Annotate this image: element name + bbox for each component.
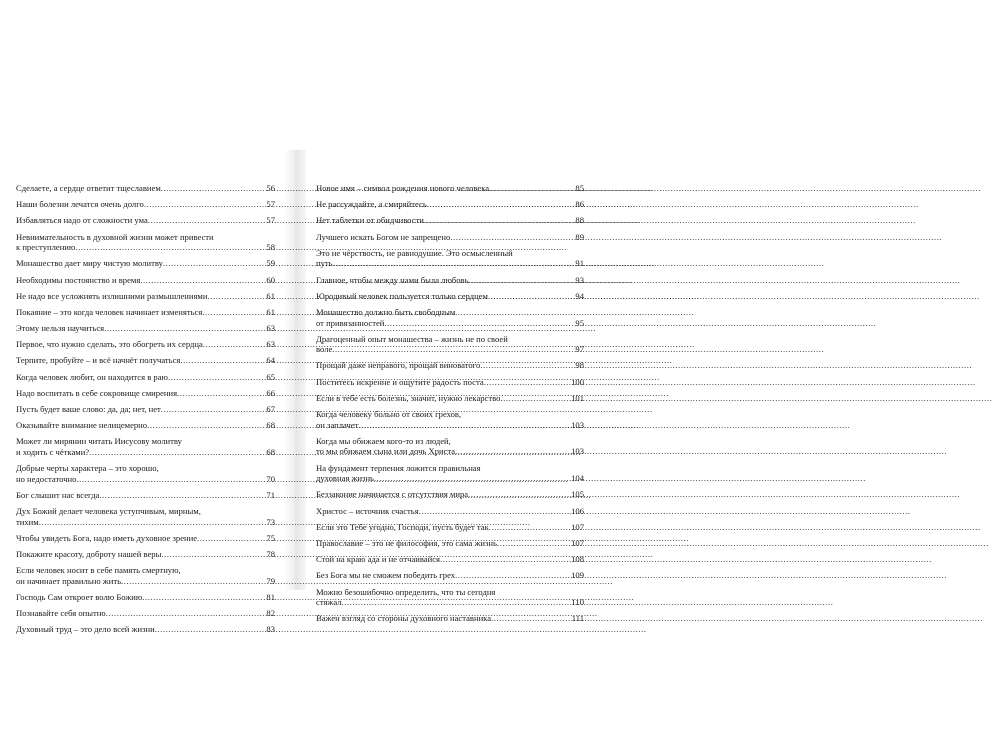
dot-leader [468,489,570,500]
dot-leader [89,447,265,458]
toc-entry [16,506,275,527]
toc-entry [316,436,584,457]
toc-entry-page-number: 93 [575,274,584,285]
toc-entry-title-line2: тихим [16,516,39,527]
toc-entry [316,199,584,210]
dot-leader [140,275,265,286]
toc-entry-page-number: 60 [266,274,275,285]
dot-leader [75,242,265,253]
toc-entry-page-number: 61 [266,306,275,317]
toc-entry-page-number: 91 [575,258,584,269]
toc-entry-title-line2: от привязанностей [316,317,385,328]
toc-entry-title-line1: Можно безошибочно определить, что ты сегодня [316,586,496,597]
toc-entry [316,409,584,430]
toc-entry-title-line1: Может ли мирянин читать Иисусову молитву [16,436,182,447]
toc-entry [316,538,584,549]
toc-entry [16,608,275,619]
toc-entry-title-line2: то мы обижаем сына или дочь Христа [316,446,456,457]
toc-entry [316,463,584,484]
toc-entry-title-line2: и ходить с чётками? [16,447,90,457]
toc-entry-title-line1: Добрые черты характера – это хорошо, [16,463,159,474]
toc-entry-title: Монашество дает миру чистую молитву [16,258,163,269]
toc-entry-title: Без Бога мы не сможем победить грех [316,570,456,581]
toc-entry-title-line2: он заплачет [316,419,359,430]
dot-leader [342,597,571,608]
toc-entry-page-number: 85 [575,183,584,193]
dot-leader [333,258,575,269]
toc-entry-title: Избавляться надо от сложности ума [16,215,148,226]
dot-leader [469,275,575,286]
toc-entry-page-number: 82 [266,608,275,619]
dot-leader [497,538,570,549]
toc-entry-title: Бог слышит нас всегда [16,489,100,500]
toc-entry-page-number: 101 [571,392,584,403]
toc-entry [316,489,584,500]
dot-leader [161,183,266,194]
toc-entry-page-number: 110 [571,597,584,608]
toc-entry-page-number: 71 [266,489,275,500]
toc-entry-page-number: 79 [266,575,275,586]
toc-entry-page-number: 65 [266,371,275,382]
dot-leader [39,517,266,528]
toc-entry-title: Прощай даже неправого, прощай виноватого [316,360,481,371]
toc-entry [16,565,275,586]
dot-leader [142,592,265,603]
dot-leader [148,215,266,226]
toc-entry-title-line2: духовная жизнь [316,473,374,484]
toc-entry-page-number: 57 [266,199,275,210]
toc-entry-title: Лучшего искать Богом не запрещено [316,231,451,242]
dot-leader [207,291,265,302]
toc-entry-page-number: 89 [575,231,584,242]
toc-entry-title: Духовный труд – это дело всей жизни [16,624,155,635]
toc-entry-title: Если это Тебе угодно, Господи, пусть будет так [316,521,489,532]
toc-entry-title: Нет таблетки от обидчивости [316,215,424,226]
toc-entry [16,404,275,415]
toc-entry-page-number: 68 [266,447,275,457]
dot-leader [161,549,265,560]
toc-entry-page-number: 63 [266,339,275,350]
dot-leader [419,506,570,517]
dot-leader [455,570,570,581]
toc-entry [16,215,275,226]
toc-entry-title-line2: стяжал [316,597,342,608]
toc-entry [16,339,275,350]
toc-entry-title: Христос – источник счастья [316,505,419,516]
toc-entry-title: Если в тебе есть болезнь, значит, нужно лекарство [316,392,501,403]
toc-entry-page-number: 78 [266,549,275,560]
dot-leader [484,377,570,388]
toc-entry [16,355,275,366]
toc-entry-title-line1: Драгоценный опыт монашества – жизнь не по своей [316,333,508,344]
toc-entry-page-number: 109 [571,570,584,581]
toc-entry [16,307,275,318]
toc-entry-title-line1: На фундамент терпения ложится правильная [316,462,481,473]
toc-entry-title: Необходимы постоянство и время [16,274,141,285]
toc-entry-title: Юродивый человек пользуется только сердцем [316,290,488,301]
dot-leader [203,339,266,350]
toc-entry [16,624,275,635]
dot-leader [161,404,266,415]
dot-leader [104,323,265,334]
toc-entry-title-line1: Когда человеку больно от своих грехов, [316,409,462,420]
toc-entry-page-number: 107 [571,537,584,548]
toc-entry-title: Познавайте себя опытно [16,608,106,619]
toc-entry-title: Пусть будет ваше слово: да, да; нет, нет [16,404,161,415]
toc-entry [316,334,584,355]
toc-entry-page-number: 75 [266,532,275,543]
toc-entry-page-number: 103 [571,419,584,430]
dot-leader [197,533,265,544]
toc-entry-page-number: 95 [575,317,584,328]
toc-entry-title-line1: Это не чёрствость, не равнодушие. Это осмысленный [316,247,513,258]
dot-leader [99,490,265,501]
dot-leader [488,291,574,302]
toc-entry-title-line1: Если человек носит в себе память смертную, [16,565,181,576]
toc-entry-title: Главное, чтобы между нами была любовь [316,274,469,285]
toc-entry [316,587,584,608]
toc-entry-title: Чтобы увидеть Бога, надо иметь духовное зрение [16,532,198,543]
toc-entry [16,372,275,383]
toc-entry-title: Покажите красоту, доброту нашей веры [16,549,162,560]
toc-entry-page-number: 107 [571,521,584,532]
toc-entry-page-number: 68 [266,420,275,431]
toc-entry-page-number: 58 [266,242,275,253]
toc-entry-page-number: 100 [571,376,584,387]
toc-entry [316,393,584,404]
dot-leader [489,522,570,533]
toc-entry-title: Надо воспитать в себе сокровище смирения [16,387,178,398]
dot-leader [76,474,265,485]
toc-entry [316,360,584,371]
toc-entry [316,232,584,243]
toc-entry [316,183,584,194]
toc-entry-page-number: 81 [266,592,275,603]
toc-entry [16,323,275,334]
toc-entry-title: Новое имя – символ рождения нового человека [316,183,490,193]
toc-entry-title-line2: путь [316,258,333,269]
dot-leader [489,183,574,194]
right-page-toc [316,183,584,629]
toc-entry-title-line2: к преступлению [16,242,76,253]
toc-entry-page-number: 56 [266,183,275,193]
dot-leader [480,360,574,371]
toc-entry [316,554,584,565]
toc-entry [316,248,584,269]
dot-leader [168,372,265,383]
toc-entry [316,522,584,533]
toc-entry-page-number: 67 [266,404,275,415]
toc-entry [316,613,584,624]
toc-entry-title-line1: Дух Божий делает человека уступчивым, мирным, [16,506,201,517]
toc-entry-title-line1: Невнимательность в духовной жизни может привести [16,231,214,242]
dot-leader [500,393,570,404]
toc-entry [316,291,584,302]
dot-leader [450,232,574,243]
toc-entry [16,420,275,431]
toc-entry [316,275,584,286]
toc-entry-page-number: 73 [266,516,275,527]
toc-entry-title: Первое, что нужно сделать, это обогреть их сердца [16,339,203,350]
toc-entry [16,183,275,194]
toc-entry [16,533,275,544]
toc-entry-page-number: 86 [575,199,584,210]
toc-entry [316,506,584,517]
toc-entry [16,199,275,210]
toc-entry-title: Стой на краю ада и не отчаивайся [316,554,440,565]
toc-entry [16,232,275,253]
toc-entry-title-line2: воле [316,344,333,355]
toc-entry-title: Когда человек любит, он находится в раю [16,371,168,382]
dot-leader [163,258,265,269]
toc-entry-title: Наши болезни лечатся очень долго [16,199,144,210]
toc-entry-title: Оказывайте внимание нелицемерно [16,420,148,431]
toc-entry-title: Господь Сам откроет волю Божию [16,592,143,603]
toc-entry-page-number: 61 [266,290,275,301]
toc-entry-page-number: 64 [266,355,275,366]
dot-leader [427,199,575,210]
dot-leader [491,613,571,624]
dot-leader [332,344,574,355]
toc-entry [16,592,275,603]
toc-entry [316,377,584,388]
toc-entry-page-number: 98 [575,360,584,371]
toc-entry-page-number: 59 [266,258,275,269]
toc-entry-page-number: 70 [266,473,275,484]
dot-leader [424,215,575,226]
toc-entry-title: Важен взгляд со стороны духовного наставника [316,613,492,624]
toc-entry-title: Беззаконие начинается с отсутствия мира [316,489,469,500]
toc-entry [16,388,275,399]
toc-entry-page-number: 66 [266,387,275,398]
toc-entry-page-number: 103 [571,446,584,457]
toc-entry-page-number: 97 [575,344,584,355]
toc-entry [16,490,275,501]
dot-leader [144,199,266,210]
toc-entry-title: Этому нельзя научиться [16,323,105,334]
toc-entry-page-number: 88 [575,215,584,226]
dot-leader [374,473,570,484]
toc-entry-title-line2: но недостаточно [16,473,77,484]
toc-entry-title-line1: Монашество должно быть свободным [316,306,456,317]
toc-entry [16,258,275,269]
toc-entry-title: Покаяние – это когда человек начинает изменяться [16,306,203,317]
toc-entry-title-line2: он начинает правильно жить [16,575,121,586]
toc-entry-page-number: 111 [571,613,584,624]
toc-entry [16,275,275,286]
toc-entry [16,549,275,560]
toc-entry-title: Не рассуждайте, а смиряйтесь [316,199,427,210]
toc-entry-title: Поститесь искренне и ощутите радость поста [316,376,484,387]
toc-entry-title: Не надо все усложнять излишними размышлениями [16,290,208,301]
toc-entry-page-number: 106 [571,505,584,516]
dot-leader [147,420,265,431]
toc-entry-title: Терпите, пробуйте – и всё начнёт получаться [16,355,181,366]
toc-entry-page-number: 94 [575,290,584,301]
dot-leader [180,355,265,366]
toc-entry [16,436,275,457]
left-page-toc [16,183,275,641]
dot-leader [358,420,570,431]
toc-entry-page-number: 108 [571,554,584,565]
toc-entry [316,215,584,226]
dot-leader [455,446,570,457]
toc-entry [316,307,584,328]
toc-entry [316,570,584,581]
toc-entry-page-number: 63 [266,323,275,334]
toc-entry-page-number: 105 [571,489,584,500]
toc-entry-page-number: 104 [571,473,584,484]
toc-entry [16,463,275,484]
toc-entry-title-line1: Когда мы обижаем кого-то из людей, [316,435,451,446]
toc-entry-title: Сделаете, а сердце ответит тщеславием [16,183,161,193]
toc-entry-title: Православие – это не философия, это сама жизнь [316,537,497,548]
dot-leader [106,608,266,619]
toc-entry-page-number: 57 [266,215,275,226]
dot-leader [384,318,574,329]
dot-leader [177,388,265,399]
dot-leader [440,554,570,565]
dot-leader [202,307,265,318]
dot-leader [155,624,266,635]
dot-leader [121,576,265,587]
toc-entry-page-number: 83 [266,624,275,635]
toc-entry [16,291,275,302]
